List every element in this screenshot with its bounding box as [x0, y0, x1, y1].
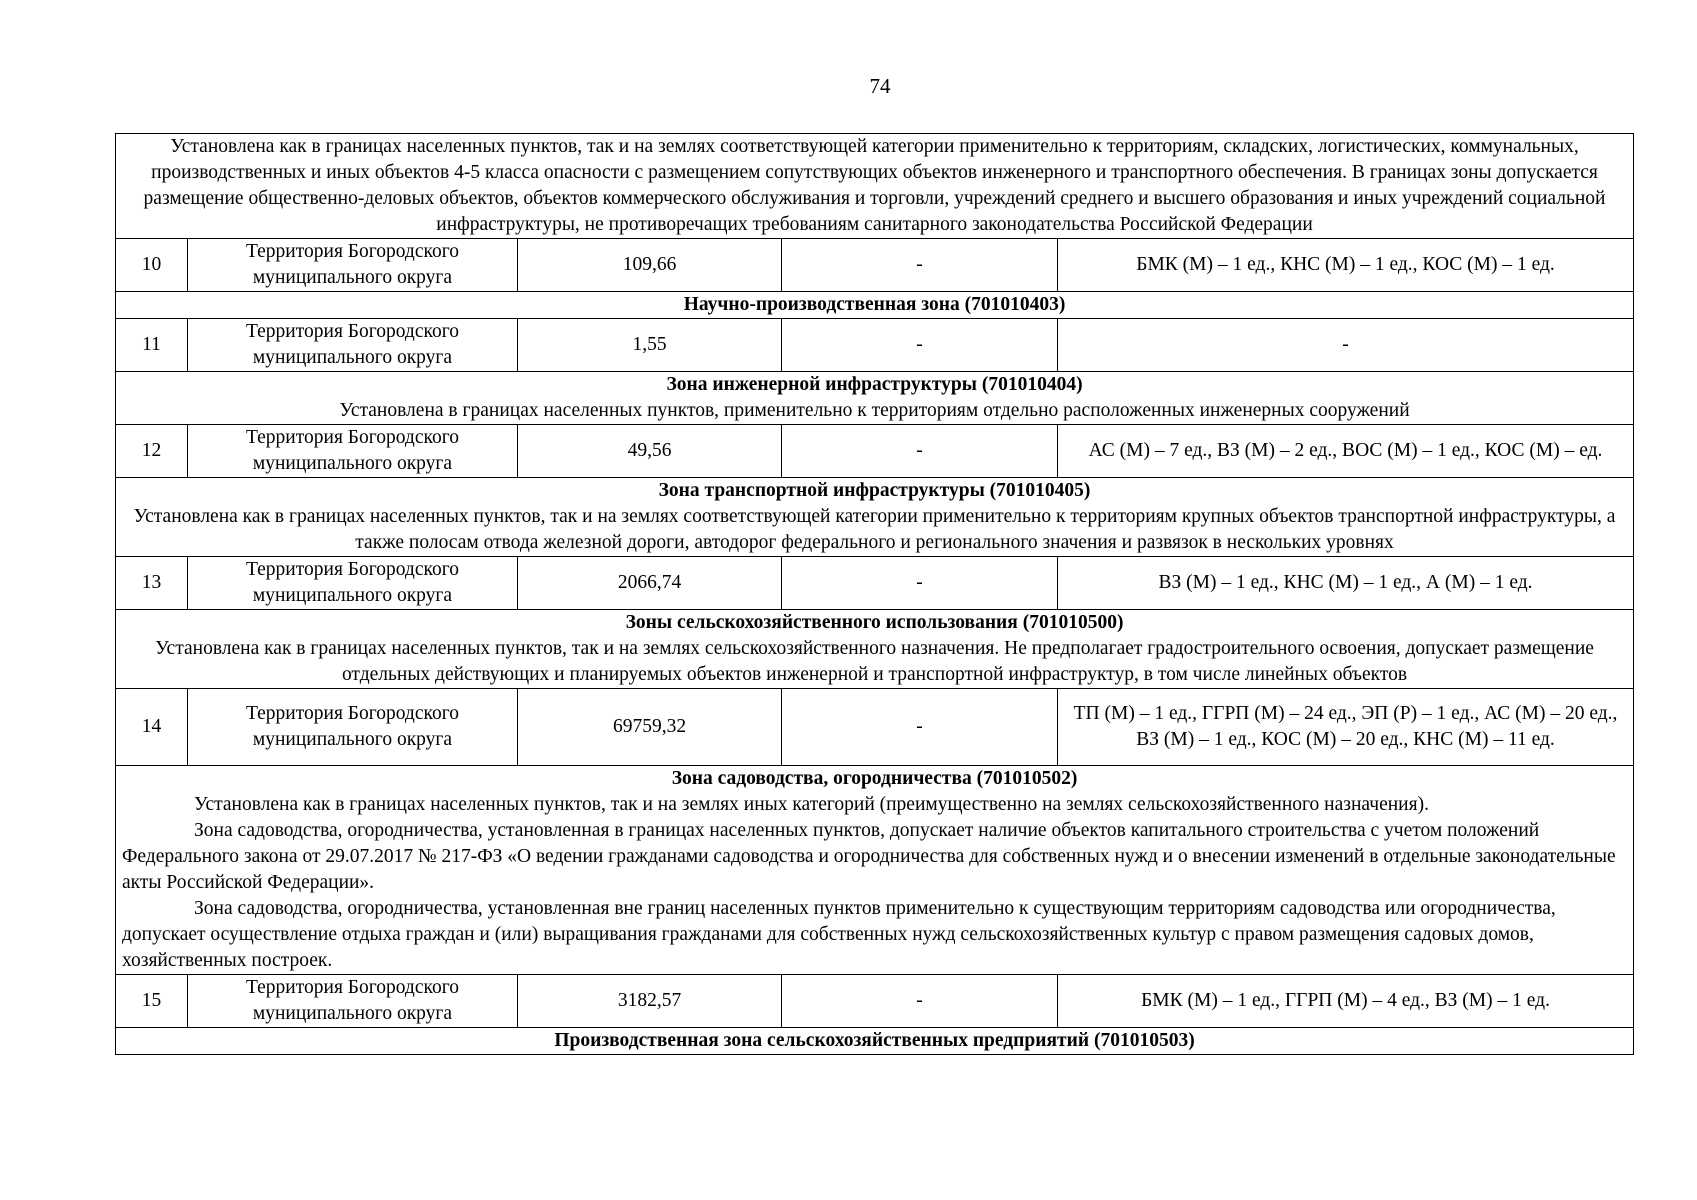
row-number: 14 [116, 689, 188, 766]
zones-table [115, 133, 1634, 1055]
section-description: Установлена как в границах населенных пунктов, так и на землях соответствующей категории применительно к территориям, складских, логистических, коммунальных, производственных и иных объектов 4-5 класса опасности с размещением сопутствующих объектов инженерного и транспортного обеспечения. В границах зоны допускается размещение общественно-деловых объектов, объектов коммерческого обслуживания и торговли, учреждений среднего и высшего образования и иных учреждений социальной инфраструктуры, не противоречащих требованиям санитарного законодательства Российской Федерации [116, 134, 1634, 239]
section-title: Производственная зона сельскохозяйственных предприятий (701010503) [116, 1028, 1634, 1055]
row-area: 69759,32 [518, 689, 782, 766]
section-paragraph: Установлена как в границах населенных пунктов, так и на землях иных категорий (преимущественно на землях сельскохозяйственного назначения). [194, 794, 1429, 815]
row-planned: - [782, 975, 1058, 1028]
section-cell [116, 766, 1634, 975]
table-row [116, 557, 1634, 610]
section-row-engineering [116, 372, 1634, 425]
row-objects: БМК (М) – 1 ед., КНС (М) – 1 ед., КОС (М) – 1 ед. [1058, 239, 1634, 292]
section-row-garden [116, 766, 1634, 975]
section-title: Зона транспортной инфраструктуры (701010405) [658, 480, 1091, 501]
row-number: 11 [116, 319, 188, 372]
row-territory: Территория Богородского муниципального округа [188, 557, 518, 610]
section-cell [116, 610, 1634, 689]
row-objects: ТП (М) – 1 ед., ГГРП (М) – 24 ед., ЭП (Р) – 1 ед., АС (М) – 20 ед., ВЗ (М) – 1 ед., КОС (М) – 20 ед., КНС (М) – 11 ед. [1058, 689, 1634, 766]
section-row-agri-enterprises [116, 1028, 1634, 1055]
row-territory: Территория Богородского муниципального округа [188, 239, 518, 292]
table-row [116, 689, 1634, 766]
row-territory: Территория Богородского муниципального округа [188, 975, 518, 1028]
section-cell [116, 478, 1634, 557]
row-area: 49,56 [518, 425, 782, 478]
section-cell [116, 372, 1634, 425]
table-row [116, 425, 1634, 478]
section-description: Установлена как в границах населенных пунктов, так и на землях сельскохозяйственного назначения. Не предполагает градостроительного освоения, допускает размещение отдельных действующих и планируемых объектов инженерной и транспортной инфраструктур, в том числе линейных объектов [155, 638, 1594, 685]
row-objects: ВЗ (М) – 1 ед., КНС (М) – 1 ед., А (М) – 1 ед. [1058, 557, 1634, 610]
row-area: 2066,74 [518, 557, 782, 610]
section-paragraph: Зона садоводства, огородничества, установленная в границах населенных пунктов, допускает наличие объектов капитального строительства с учетом положений Федерального закона от 29.07.2017 № 217-ФЗ «О ведении гражданами садоводства и огородничества для собственных нужд и о внесении изменений в отдельные законодательные акты Российской Федерации». [122, 820, 1616, 893]
section-description: Установлена в границах населенных пунктов, применительно к территориям отдельно расположенных инженерных сооружений [339, 400, 1410, 421]
row-area: 3182,57 [518, 975, 782, 1028]
section-row-intro [116, 134, 1634, 239]
section-title: Зона инженерной инфраструктуры (701010404) [666, 374, 1083, 395]
table-row [116, 239, 1634, 292]
row-territory: Территория Богородского муниципального округа [188, 689, 518, 766]
row-territory: Территория Богородского муниципального округа [188, 425, 518, 478]
row-objects: - [1058, 319, 1634, 372]
section-row-science [116, 292, 1634, 319]
row-number: 12 [116, 425, 188, 478]
row-objects: БМК (М) – 1 ед., ГГРП (М) – 4 ед., ВЗ (М) – 1 ед. [1058, 975, 1634, 1028]
row-number: 13 [116, 557, 188, 610]
section-title: Научно-производственная зона (701010403) [116, 292, 1634, 319]
row-planned: - [782, 239, 1058, 292]
row-area: 1,55 [518, 319, 782, 372]
section-title: Зоны сельскохозяйственного использования (701010500) [625, 612, 1124, 633]
row-planned: - [782, 689, 1058, 766]
row-area: 109,66 [518, 239, 782, 292]
row-objects: АС (М) – 7 ед., ВЗ (М) – 2 ед., ВОС (М) – 1 ед., КОС (М) – ед. [1058, 425, 1634, 478]
row-planned: - [782, 425, 1058, 478]
section-paragraph: Зона садоводства, огородничества, установленная вне границ населенных пунктов применительно к существующим территориям садоводства или огородничества, допускает осуществление отдыха граждан и (или) выращивания гражданами для собственных нужд сельскохозяйственных культур с правом размещения садовых домов, хозяйственных построек. [122, 898, 1556, 971]
row-planned: - [782, 319, 1058, 372]
row-planned: - [782, 557, 1058, 610]
row-territory: Территория Богородского муниципального округа [188, 319, 518, 372]
table-row [116, 975, 1634, 1028]
row-number: 15 [116, 975, 188, 1028]
row-number: 10 [116, 239, 188, 292]
section-description: Установлена как в границах населенных пунктов, так и на землях соответствующей категории применительно к территориям крупных объектов транспортной инфраструктуры, а также полосам отвода железной дороги, автодорог федерального и регионального значения и развязок в нескольких уровнях [133, 506, 1616, 553]
section-row-agri [116, 610, 1634, 689]
section-row-transport [116, 478, 1634, 557]
page-number: 74 [869, 74, 891, 98]
section-title: Зона садоводства, огородничества (701010502) [671, 768, 1078, 789]
table-row [116, 319, 1634, 372]
